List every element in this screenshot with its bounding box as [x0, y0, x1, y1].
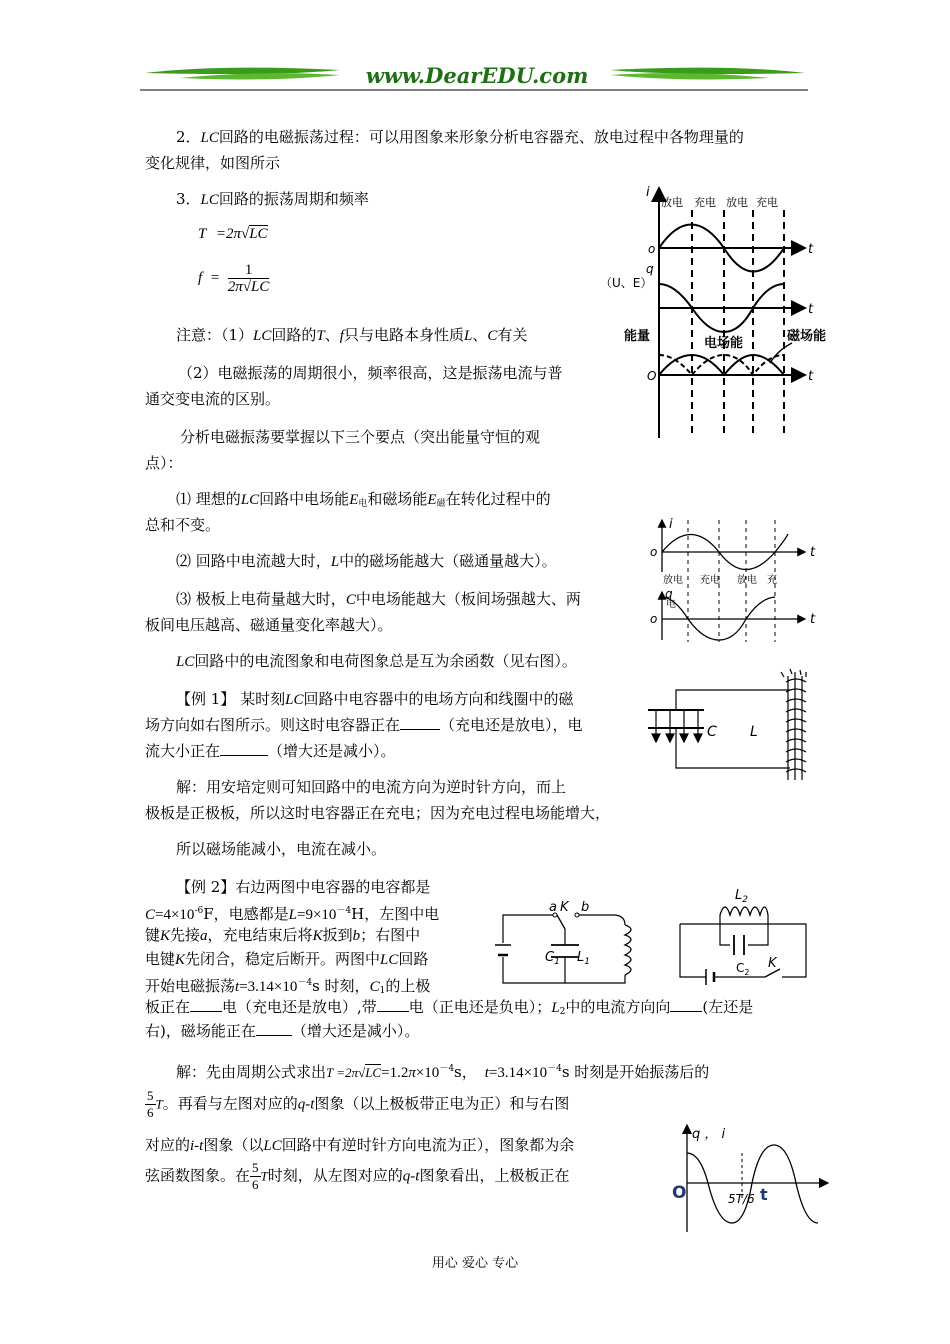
origin-label: o	[650, 545, 658, 559]
symbol-C: C	[145, 907, 156, 923]
example-text: 右)，磁场能正在	[145, 1022, 256, 1040]
t-label: t	[760, 1185, 768, 1204]
note-prefix: 注意：（1）	[176, 326, 254, 344]
example-text: 流大小正在	[145, 742, 221, 760]
example-text: 电（正电还是负电）；	[408, 998, 552, 1016]
analysis-intro-1	[180, 424, 540, 450]
answer-blank[interactable]	[377, 1011, 409, 1012]
phase-label: 放电	[661, 196, 683, 209]
contact-b-label: b	[581, 900, 590, 915]
solution-text: =3.14×10	[488, 1065, 548, 1081]
t-label: t	[808, 302, 814, 317]
symbol-T: T	[326, 1065, 334, 1080]
answer-blank[interactable]	[220, 755, 268, 756]
phase-label: 充电	[694, 196, 716, 209]
figure-lc-circuit-fields	[640, 668, 820, 783]
contact-a-label: a	[549, 900, 557, 915]
term-lc: LC	[253, 328, 272, 344]
term-lc: LC	[380, 952, 399, 968]
symbol-C: C	[487, 328, 498, 344]
symbol-L: L	[288, 907, 297, 923]
section-title: 回路的振荡周期和频率	[218, 190, 369, 208]
point-number: ⑴	[176, 490, 192, 508]
point-text: 在转化过程中的	[445, 490, 551, 508]
origin-label: O	[647, 369, 657, 383]
point-text: 板间电压越高、磁通量变化率越大）。	[145, 616, 393, 634]
section-2	[176, 124, 816, 151]
solution-text: 弦函数图象。在	[145, 1166, 251, 1185]
example-text: (左还是	[702, 998, 754, 1016]
solution-text: s，	[454, 1063, 477, 1081]
subscript: 电	[358, 499, 368, 509]
answer-blank[interactable]	[256, 1035, 292, 1036]
symbol-T: T	[155, 1096, 163, 1112]
fraction	[228, 262, 270, 295]
fraction-denominator: 6	[147, 1105, 154, 1120]
term-lc: LC	[285, 692, 304, 708]
example-1-solution-2	[145, 800, 610, 826]
example-text: （增大还是减小）。	[268, 742, 396, 760]
example-label: 【例 2】	[176, 878, 236, 896]
example-2-solution-1	[176, 1056, 709, 1086]
example-1-line2	[145, 712, 583, 738]
formula-radicand: LC	[365, 1065, 382, 1080]
label-ue: （U、E）	[600, 276, 653, 290]
footer: 用心 爱心 专心	[431, 1256, 519, 1271]
label-energy: 能量	[624, 329, 651, 344]
example-text: 开始电磁振荡	[145, 977, 236, 995]
subscript: 2	[559, 1007, 566, 1017]
t-label: t	[808, 242, 814, 257]
phase-label: 放电	[726, 196, 748, 209]
symbol-qt: q-t	[297, 1096, 315, 1113]
example-text: H，左图中电	[351, 905, 440, 923]
note-line3	[145, 386, 280, 412]
point-text: 中电场能越大（板间场强越大、两	[355, 590, 581, 608]
symbol-L: L	[330, 554, 340, 570]
t-label: t	[810, 612, 816, 627]
solution-text: s 时刻是开始振荡后的	[561, 1063, 710, 1081]
subscript: 磁	[436, 499, 446, 509]
formula-eq: =2π	[215, 226, 241, 242]
symbol-K: K	[312, 928, 323, 944]
point-number: ⑵	[176, 552, 192, 570]
term-lc: LC	[263, 1138, 282, 1154]
example-text: ；右图中	[360, 926, 421, 944]
inductor-label: L	[750, 724, 758, 740]
symbol-E: E	[427, 492, 437, 508]
point-2	[176, 548, 557, 575]
symbol-t: t	[484, 1065, 489, 1081]
section-text: 变化规律，如图所示	[145, 154, 281, 172]
figure-i-q-graphs	[645, 512, 825, 647]
section-text: 回路的电磁振荡过程：可以用图象来形象分析电容器充、放电过程中各物理量的	[218, 128, 744, 146]
example-label: 【例 1】	[176, 690, 236, 708]
example-2-solution-4	[145, 1160, 569, 1193]
solution-text: 图象（以上极板带正电为正）和与右图	[314, 1094, 570, 1113]
symbol-L: L	[551, 1000, 560, 1016]
capacitor-label: $C_1$	[545, 950, 560, 967]
symbol-T: T	[260, 1168, 268, 1184]
solution-text: 图象看出，上极板正在	[419, 1166, 570, 1185]
figure-oscillation-graphs	[600, 180, 840, 445]
fraction-denominator	[228, 279, 270, 295]
point-text: 回路中电流越大时，	[195, 552, 331, 570]
example-1-line3	[145, 738, 396, 764]
label-magnetic-energy: 磁场能	[787, 329, 827, 344]
magnetic-energy-curve	[659, 355, 784, 375]
example-text: （充电还是放电），电	[440, 716, 583, 734]
summary-text: 回路中的电流图象和电荷图象总是互为余函数（见右图）。	[194, 652, 577, 670]
example-text: 板正在	[145, 998, 191, 1016]
note-line2	[178, 360, 563, 386]
origin-label: o	[648, 242, 656, 256]
formula-lhs: T	[198, 226, 207, 242]
solution-text: 。再看与左图对应的	[162, 1094, 298, 1113]
section-number: 2．	[176, 128, 201, 146]
symbol-a: a	[200, 928, 208, 944]
label-q: q	[665, 587, 673, 601]
example-text: =4×10	[155, 907, 195, 923]
exponent: －4	[547, 1064, 562, 1074]
figure-parallel-circuit	[670, 887, 815, 987]
example-text: ，充电结束后将	[207, 926, 313, 944]
phase-label: 放电	[663, 575, 683, 586]
sep: 、	[324, 326, 340, 344]
analysis-intro-2	[145, 450, 183, 476]
den-radicand: LC	[251, 279, 270, 295]
symbol-C: C	[345, 592, 356, 608]
t-label: t	[810, 545, 816, 560]
formula-radicand: LC	[249, 226, 268, 242]
coil-icon	[720, 907, 768, 915]
fraction-numerator: 5	[147, 1088, 154, 1103]
pointer-line	[770, 343, 792, 363]
point-3-cont	[145, 612, 393, 638]
example-text: 场方向如右图所示。则这时电容器正在	[145, 716, 401, 734]
figure-switch-circuit	[485, 895, 635, 990]
exponent: -6	[194, 906, 204, 916]
exponent: －4	[297, 978, 313, 988]
example-text: 的上极	[385, 977, 431, 995]
example-text: =3.14×10	[239, 979, 298, 995]
fraction-numerator: 5	[252, 1160, 259, 1175]
section-2-line2	[145, 150, 280, 176]
section-3-title	[176, 186, 369, 213]
symbol-it: i-t	[190, 1138, 204, 1154]
example-text: F，电感都是	[203, 905, 289, 923]
formula-eq: =2π	[336, 1065, 359, 1080]
phase-label: 充电	[756, 196, 778, 209]
symbol-C: C	[369, 979, 380, 995]
coil-icon	[625, 925, 631, 975]
example-2-line7	[145, 1018, 419, 1044]
formula-period	[198, 226, 268, 243]
answer-blank[interactable]	[400, 729, 440, 730]
point-1-cont	[145, 512, 220, 538]
point-1	[176, 486, 551, 517]
inductor-label: $L_1$	[577, 950, 590, 967]
sqrt-icon: √	[242, 279, 252, 295]
symbol-L: L	[463, 328, 473, 344]
example-1-line1	[176, 686, 573, 713]
t-label: t	[808, 369, 814, 384]
den-prefix: 2π	[227, 279, 243, 295]
label-q: q	[646, 262, 654, 276]
figure-q-i-graph	[670, 1120, 840, 1235]
point-text: 和磁场能	[367, 490, 428, 508]
symbol-E: E	[349, 492, 359, 508]
site-url[interactable]: www.DearEDU.com	[365, 63, 589, 88]
symbol-f: f	[339, 328, 344, 344]
term-lc: LC	[176, 654, 195, 670]
electric-field-arrow-icon	[652, 710, 702, 742]
example-text: 回路中电容器中的电场方向和线圈中的磁	[303, 690, 574, 708]
example-text: 先接	[170, 926, 201, 944]
solution-text: ×10	[415, 1065, 440, 1081]
label-electric-energy: 电场能	[704, 336, 744, 351]
switch-label: K	[768, 956, 777, 971]
phase-label: 充电	[700, 575, 720, 586]
fraction-5-6	[145, 1088, 156, 1121]
note-text: 回路的	[271, 326, 317, 344]
switch-label: K	[560, 900, 569, 915]
point-number: ⑶	[176, 590, 192, 608]
phase-label: 电	[666, 599, 676, 610]
point-text: 中的磁场能越大（磁通量越大）。	[339, 552, 557, 570]
sqrt-icon: √	[240, 226, 250, 242]
origin-label: o	[650, 612, 658, 626]
example-text: 中的电流方向向	[565, 998, 671, 1016]
sep: 、	[472, 326, 488, 344]
fraction-denominator: 6	[252, 1177, 259, 1192]
coil-icon	[781, 669, 806, 780]
example-text: （增大还是减小）。	[291, 1022, 420, 1040]
solution-text: =1.2	[381, 1065, 409, 1081]
answer-blank[interactable]	[190, 1011, 222, 1012]
symbol-pi: π	[408, 1065, 416, 1081]
symbol-qt: q-t	[402, 1168, 420, 1185]
formula-eq: =	[209, 270, 221, 286]
symbol-b: b	[352, 928, 361, 944]
label-i: i	[669, 517, 673, 532]
time-marker-label: 5T/6	[728, 1192, 755, 1206]
exponent: －4	[439, 1064, 455, 1074]
example-2-line3	[145, 922, 420, 949]
capacitor-label: C	[707, 724, 717, 740]
fraction-numerator: 1	[228, 262, 270, 279]
example-text: =9×10	[296, 907, 337, 923]
term-lc: LC	[200, 192, 219, 208]
point-text: 回路中电场能	[259, 490, 350, 508]
example-text: 回路	[398, 950, 429, 968]
exponent: －4	[336, 906, 352, 916]
example-1-solution-3	[176, 836, 386, 862]
subscript: 1	[379, 986, 386, 996]
analysis-text: 点）：	[145, 454, 183, 472]
solution-text: 图象（以	[203, 1136, 264, 1154]
note-text: （2）电磁振荡的周期很小，频率很高，这是振荡电流与普	[178, 364, 563, 382]
term-lc: LC	[240, 492, 260, 508]
example-text: 右边两图中电容器的电容都是	[235, 878, 431, 896]
example-text: s 时刻，	[312, 977, 370, 995]
inductor-label: $L_2$	[735, 888, 748, 905]
example-1-solution-1	[176, 774, 566, 800]
note-text: 通交变电流的区别。	[145, 390, 281, 408]
point-text: 极板上电荷量越大时，	[195, 590, 346, 608]
phase-label: 充	[767, 575, 777, 586]
example-text: 电（充电还是放电）,带	[222, 998, 377, 1016]
solution-text: 所以磁场能减小，电流在减小。	[176, 840, 387, 858]
symbol-K: K	[175, 952, 186, 968]
solution-text: 解：用安培定则可知回路中的电流方向为逆时针方向，而上	[176, 778, 567, 796]
example-2-line1	[176, 874, 430, 900]
label-i: i	[646, 185, 650, 200]
note-line1	[176, 322, 527, 349]
solution-text: 时刻，从左图对应的	[267, 1166, 403, 1185]
example-2-line4	[145, 946, 428, 973]
switch-blade	[557, 915, 565, 929]
point-3	[176, 586, 581, 613]
example-text: 某时刻	[240, 690, 286, 708]
fraction-5-6	[250, 1160, 261, 1193]
point-text: 理想的	[195, 490, 241, 508]
phase-label: 放电	[737, 575, 757, 586]
solution-text: 极板是正极板，所以这时电容器正在充电；因为充电过程电场能增大，	[145, 804, 611, 822]
sqrt-icon: √	[358, 1065, 366, 1080]
example-text: 键	[145, 926, 161, 944]
label-q-i: q ， i	[692, 1127, 726, 1142]
example-2-solution-2	[145, 1088, 569, 1121]
example-text: 扳到	[322, 926, 353, 944]
point-text: 总和不变。	[145, 516, 221, 534]
cosine-curve	[687, 1145, 818, 1223]
solution-text: 解：先由周期公式求出	[176, 1063, 327, 1081]
header-banner	[140, 60, 810, 94]
section-number: 3．	[176, 190, 201, 208]
example-2-solution-3	[145, 1132, 574, 1159]
analysis-text: 分析电磁振荡要掌握以下三个要点（突出能量守恒的观	[180, 428, 541, 446]
inline-formula	[326, 1064, 381, 1080]
formula-lhs: f	[198, 270, 203, 286]
note-text: 有关	[497, 326, 528, 344]
circuit-wire	[503, 915, 625, 983]
capacitor-label: $C_2$	[736, 961, 750, 977]
note-text: 只与电路本身性质	[343, 326, 464, 344]
symbol-T: T	[316, 328, 325, 344]
origin-label: O	[672, 1183, 687, 1203]
summary	[176, 648, 577, 675]
solution-text: 对应的	[145, 1136, 191, 1154]
formula-frequency	[198, 262, 269, 295]
symbol-K: K	[160, 928, 171, 944]
example-text: 先闭合，稳定后断开。两图中	[185, 950, 381, 968]
example-text: 电键	[145, 950, 176, 968]
symbol-t: t	[235, 979, 240, 995]
solution-text: 回路中有逆时针方向电流为正），图象都为余	[281, 1136, 575, 1154]
switch-contact-b[interactable]	[575, 913, 579, 917]
answer-blank[interactable]	[670, 1011, 702, 1012]
term-lc: LC	[200, 130, 219, 146]
